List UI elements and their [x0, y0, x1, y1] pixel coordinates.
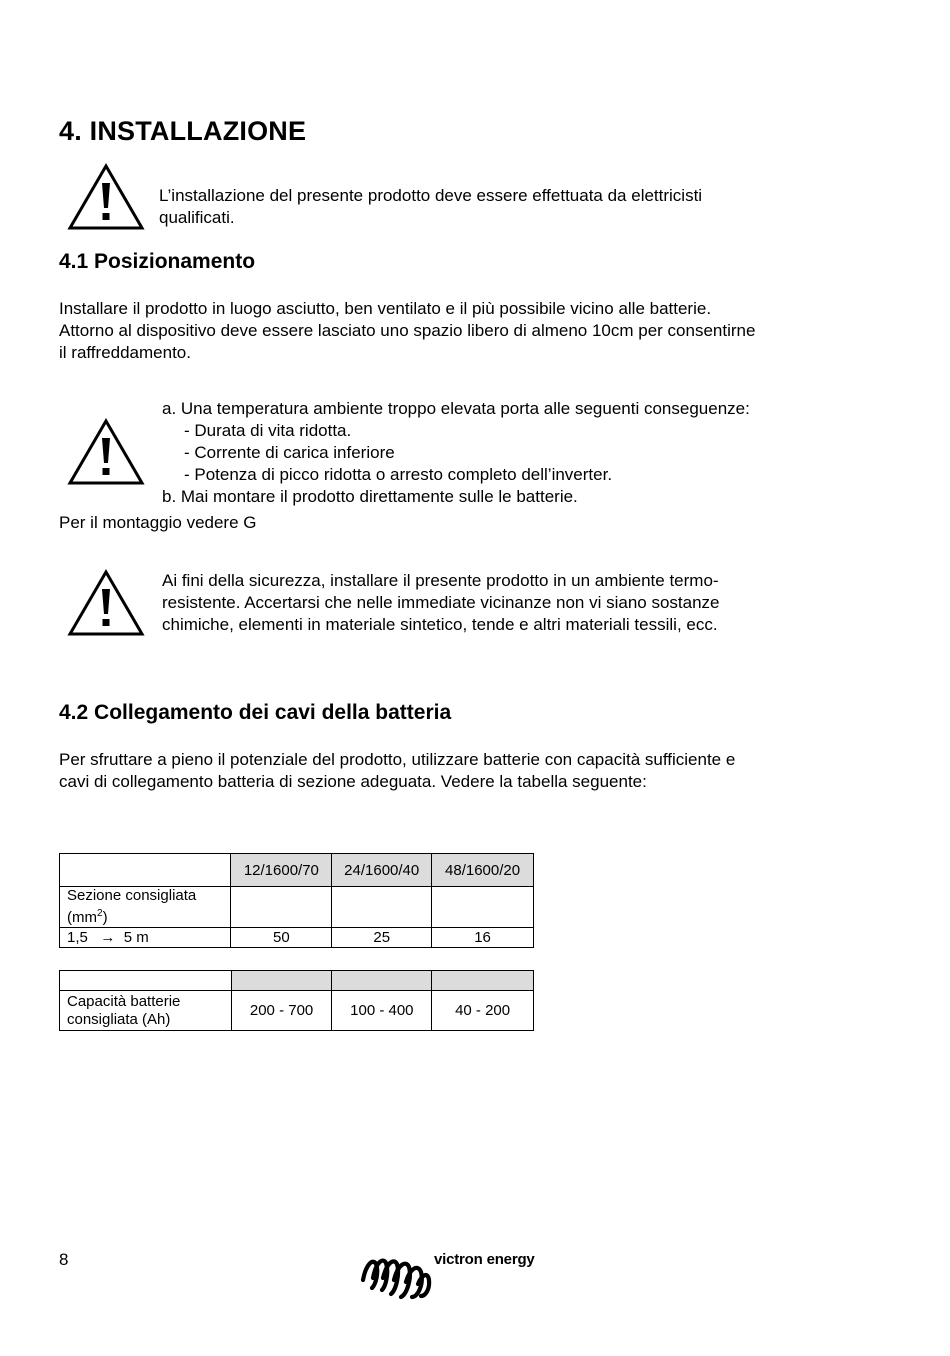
- battery-capacity-table: [59, 970, 534, 1031]
- page-title: 4. INSTALLAZIONE: [59, 116, 307, 146]
- positioning-para-line2: Attorno al dispositivo deve essere lasciato uno spazio libero di almeno 10cm per consentirne: [59, 321, 756, 340]
- warning-triangle-icon: [67, 418, 145, 486]
- section-title-battery-cables: 4.2 Collegamento dei cavi della batteria: [59, 701, 452, 724]
- table-header-row: [60, 854, 534, 887]
- table-header-48v: 48/1600/20: [432, 854, 534, 887]
- section-label-cell: [60, 887, 231, 928]
- warning2-bullet3: - Potenza di picco ridotta o arresto completo dell’inverter.: [184, 465, 613, 484]
- positioning-para-line1: Installare il prodotto in luogo asciutto, ben ventilato e il più possibile vicino alle batterie.: [59, 299, 712, 318]
- arrow-right-icon: →: [100, 928, 116, 946]
- section-label-line1: Sezione consigliata: [67, 887, 197, 904]
- section-title-positioning: 4.1 Posizionamento: [59, 250, 256, 273]
- warning2-bullet2: - Corrente di carica inferiore: [184, 443, 395, 462]
- table-row: [60, 928, 534, 948]
- warning3-line2: resistente. Accertarsi che nelle immediate vicinanze non vi siano sostanze: [162, 593, 720, 612]
- warning2-line-b: b. Mai montare il prodotto direttamente sulle le batterie.: [162, 487, 578, 506]
- battery-para-line2: cavi di collegamento batteria di sezione adeguata. Vedere la tabella seguente:: [59, 772, 647, 791]
- warning1-line2: qualificati.: [159, 208, 235, 227]
- battery-para-line1: Per sfruttare a pieno il potenziale del prodotto, utilizzare batterie con capacità sufficiente e: [59, 750, 736, 769]
- page-number: 8: [59, 1250, 69, 1269]
- table-row: [60, 887, 534, 928]
- warning2-bullet1: - Durata di vita ridotta.: [184, 421, 352, 440]
- brand-name: victron energy: [434, 1251, 535, 1268]
- positioning-para-line3: il raffreddamento.: [59, 343, 191, 362]
- capacity-label-cell: Capacità batterie consigliata (Ah): [60, 991, 232, 1031]
- warning-triangle-icon: [67, 569, 145, 637]
- table-header-12v: 12/1600/70: [231, 854, 332, 887]
- capacity-value-12v: 200 - 700: [231, 991, 332, 1031]
- warning3-line1: Ai fini della sicurezza, installare il presente prodotto in un ambiente termo-: [162, 571, 719, 590]
- section-label-unit: $(mm^2)$: [67, 908, 108, 926]
- cable-section-table: [59, 853, 534, 948]
- capacity-value-24v: 100 - 400: [332, 991, 432, 1031]
- table-header-row: [60, 971, 534, 991]
- capacity-value-48v: 40 - 200: [432, 991, 534, 1031]
- warning-triangle-icon: [67, 163, 145, 231]
- section-value-24v: 25: [332, 928, 432, 948]
- table-header-empty: [60, 854, 231, 887]
- mounting-note: Per il montaggio vedere G: [59, 513, 257, 532]
- warning2-line-a: a. Una temperatura ambiente troppo elevata porta alle seguenti conseguenze:: [162, 399, 750, 418]
- section-value-48v: 16: [432, 928, 534, 948]
- length-range-label: 1,5 → 5 m: [60, 928, 231, 948]
- warning3-line3: chimiche, elementi in materiale sintetico, tende e altri materiali tessili, ecc.: [162, 615, 718, 634]
- warning1-line1: L’installazione del presente prodotto deve essere effettuata da elettricisti: [159, 186, 703, 205]
- section-value-12v: 50: [231, 928, 332, 948]
- table-header-24v: 24/1600/40: [332, 854, 432, 887]
- table-row: [60, 991, 534, 1031]
